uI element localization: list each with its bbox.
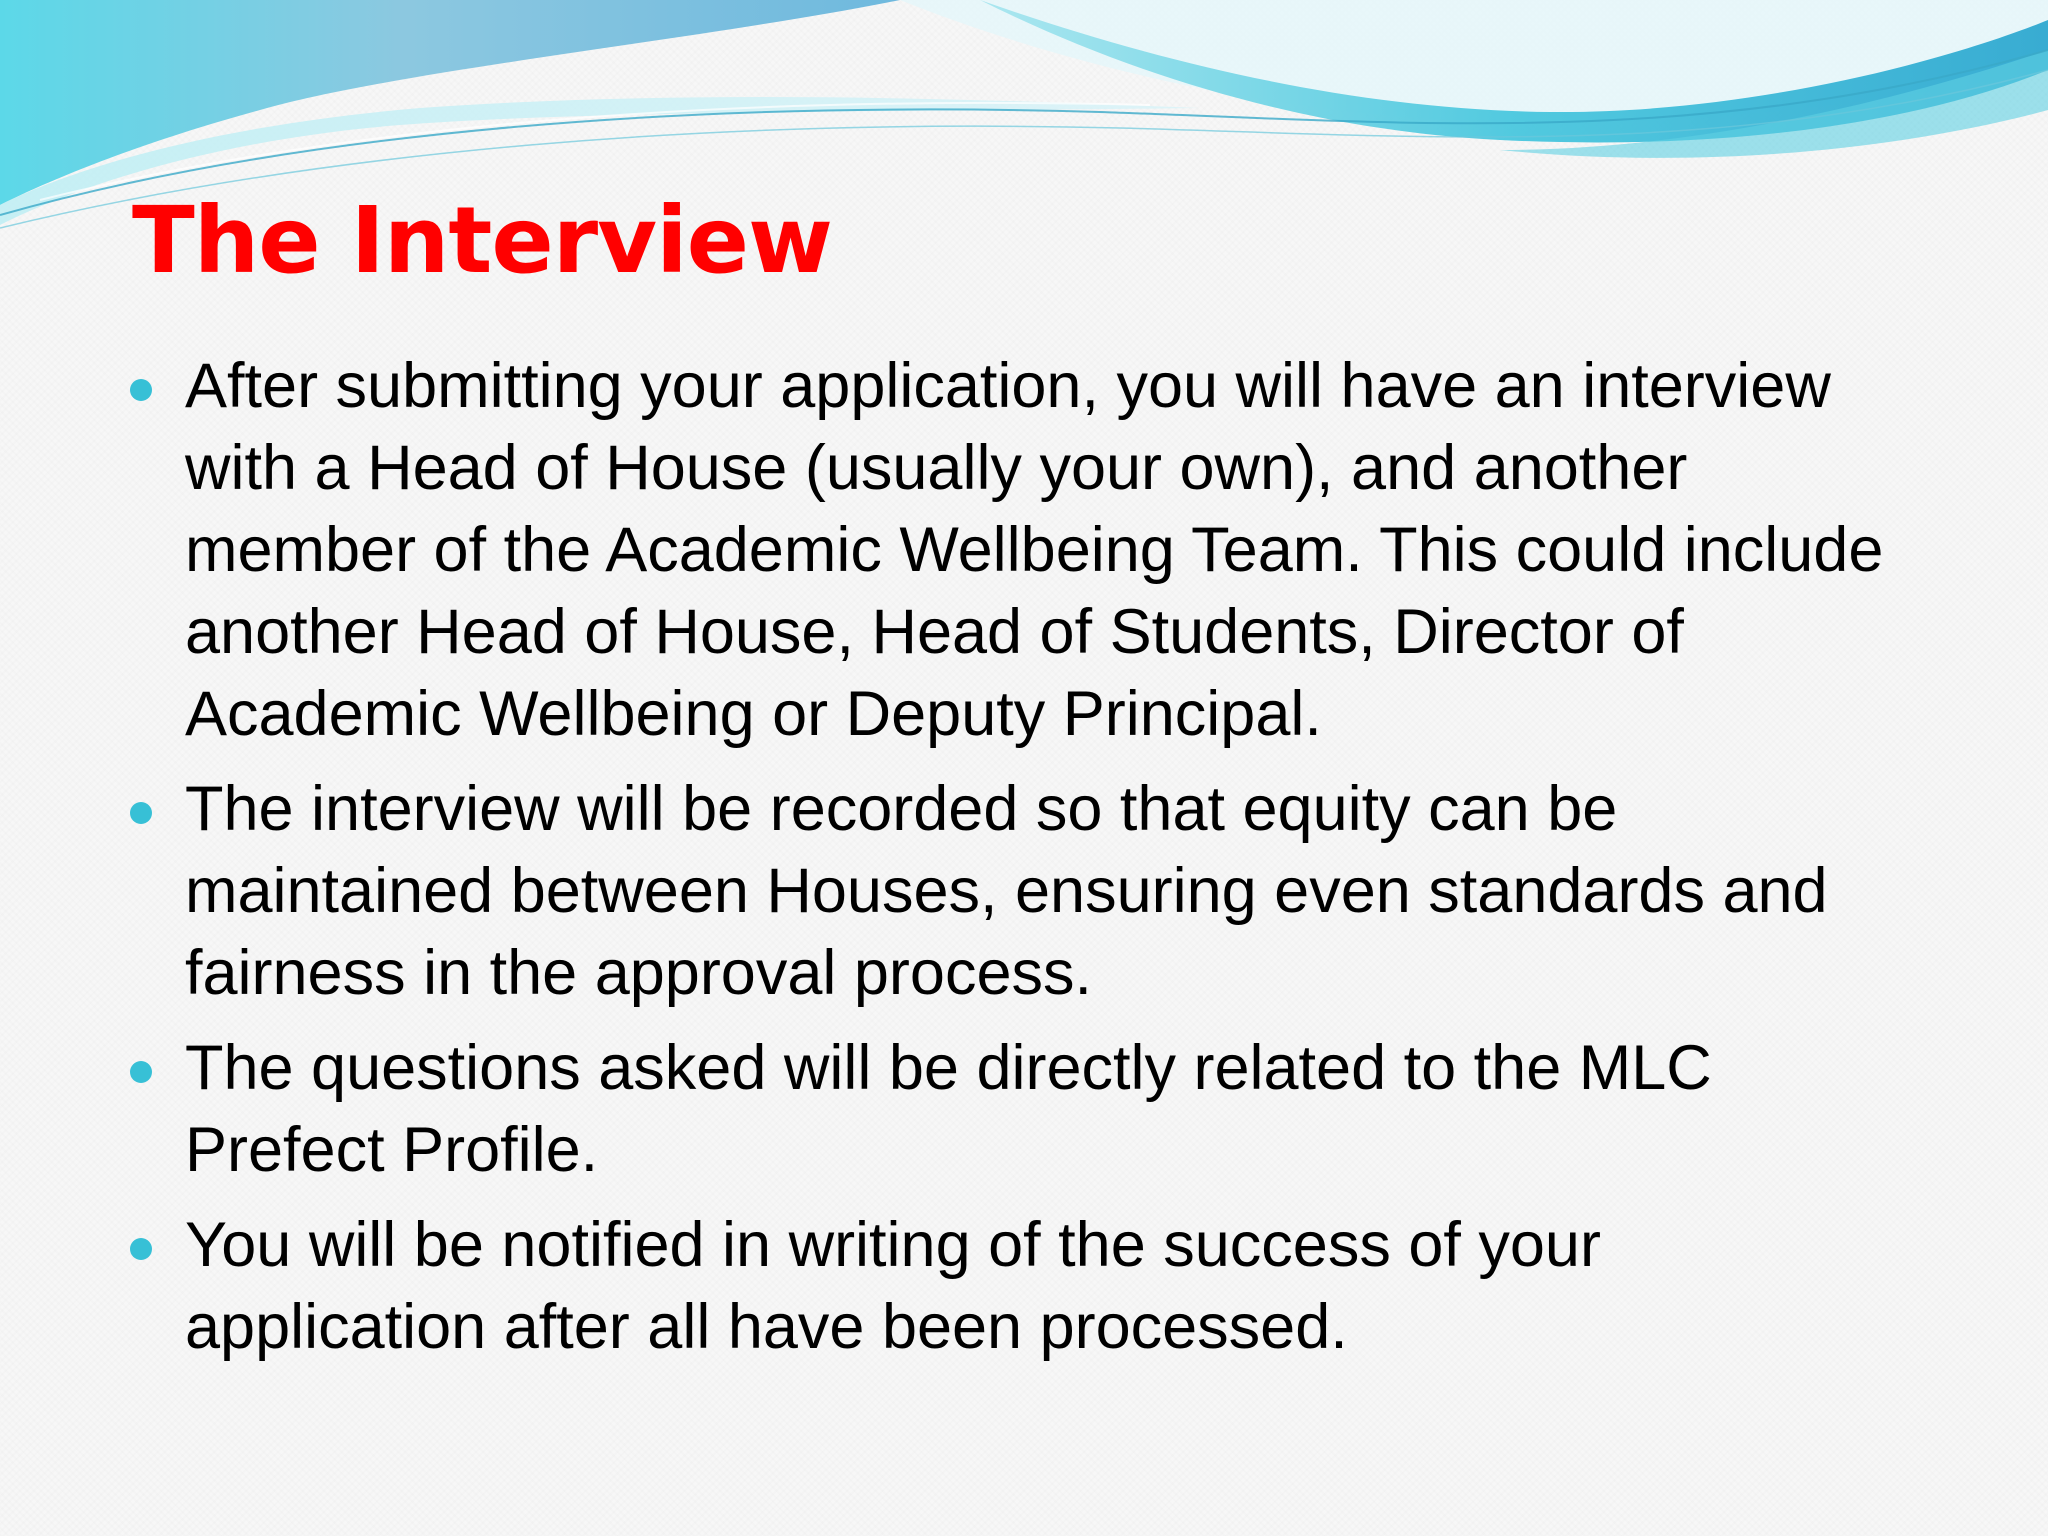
bullet-text: After submitting your application, you will have an interview with a Head of House (usually your own), and another member of the Academic Wellbeing Team. This could include another Head of House, Head of Students, Director of Academic Wellbeing or Deputy Principal. (185, 351, 1884, 749)
bullet-dot-icon (130, 1238, 152, 1260)
slide-title: The Interview (132, 187, 833, 294)
bullet-item (0, 768, 1905, 1014)
bullet-dot-icon (130, 802, 152, 824)
bullet-text: The questions asked will be directly related to the MLC Prefect Profile. (185, 1033, 1712, 1185)
bullet-dot-icon (130, 379, 152, 401)
bullet-text: You will be notified in writing of the success of your application after all have been processed. (185, 1210, 1601, 1362)
bullet-item (0, 1204, 1905, 1368)
bullet-text: The interview will be recorded so that equity can be maintained between Houses, ensuring even standards and fairness in the approval process. (185, 774, 1828, 1008)
bullet-list (0, 345, 2048, 1368)
bullet-item (0, 1027, 1905, 1191)
bullet-item (0, 345, 1905, 755)
bullet-dot-icon (130, 1061, 152, 1083)
